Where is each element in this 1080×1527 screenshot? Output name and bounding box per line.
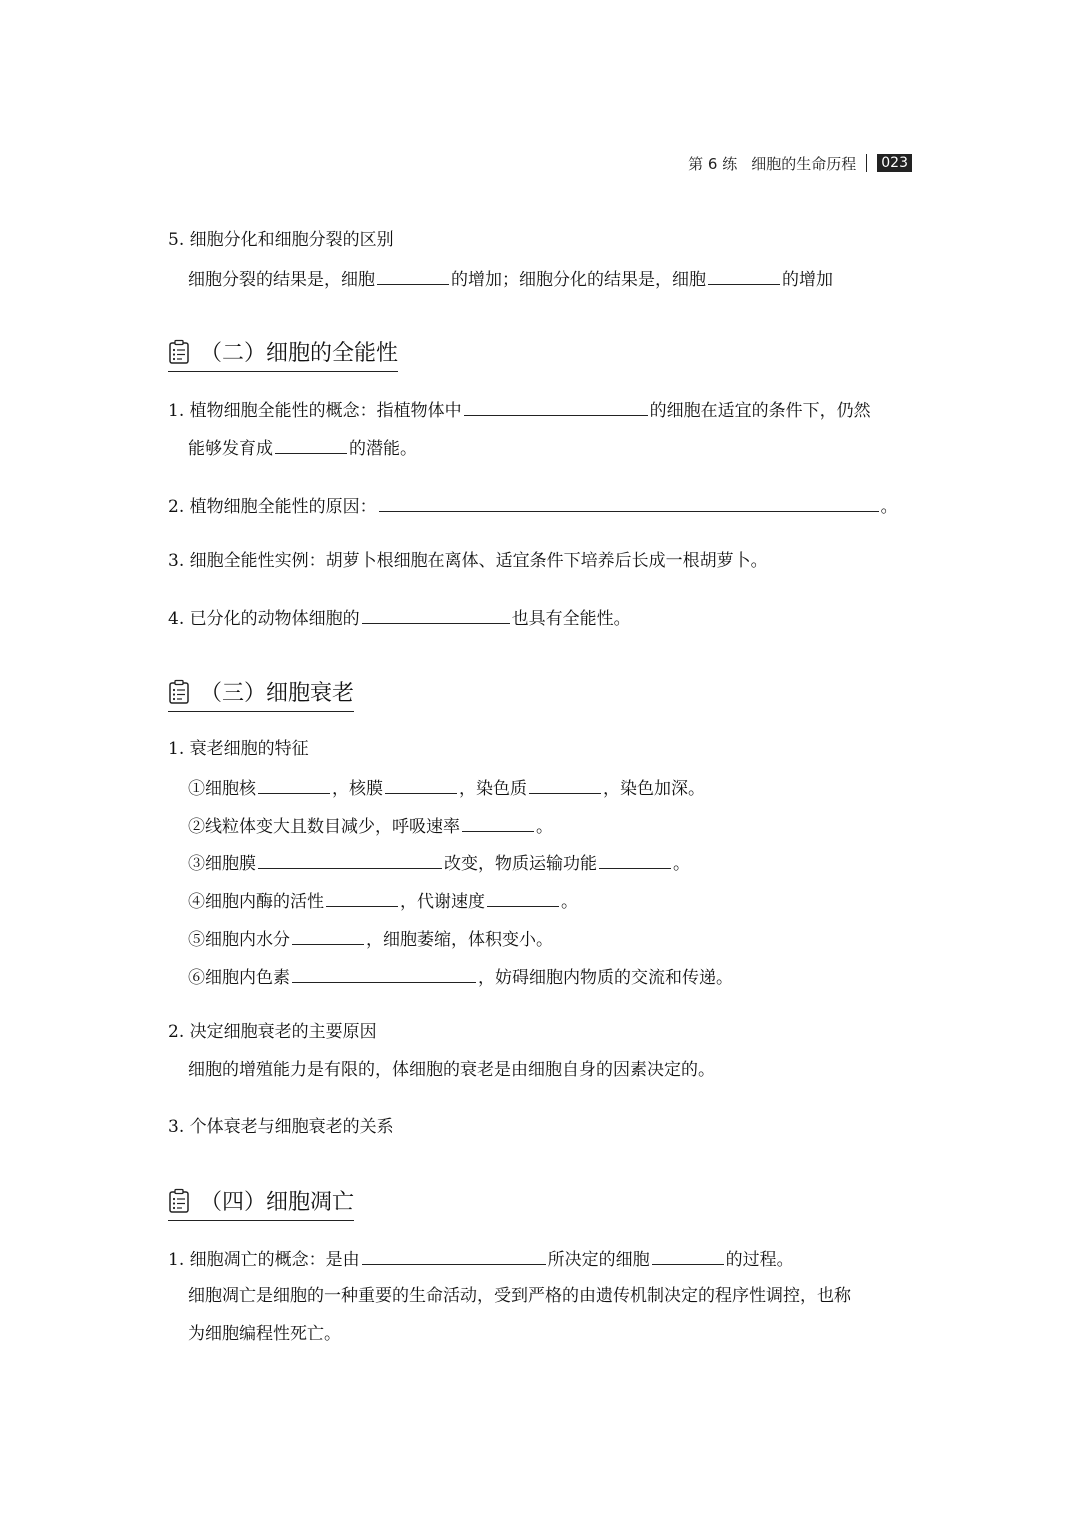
item-body: 1. 植物细胞全能性的概念：指植物体中 的细胞在适宜的条件下，仍然 xyxy=(168,397,871,423)
fill-blank[interactable] xyxy=(362,1246,546,1265)
fill-blank[interactable] xyxy=(462,813,534,832)
fill-blank[interactable] xyxy=(292,964,476,983)
item-body: 4. 已分化的动物体细胞的 也具有全能性。 xyxy=(168,605,631,631)
feature-line: ③细胞膜 改变，物质运输功能 。 xyxy=(188,850,690,876)
fill-blank[interactable] xyxy=(258,775,330,794)
item-title: 2. 决定细胞衰老的主要原因 xyxy=(168,1022,377,1042)
fill-blank[interactable] xyxy=(529,775,601,794)
section-heading-apoptosis: （四）细胞凋亡 xyxy=(168,1185,354,1221)
clipboard-icon xyxy=(168,1188,190,1214)
fill-blank[interactable] xyxy=(599,850,671,869)
fill-blank[interactable] xyxy=(464,397,648,416)
fill-blank[interactable] xyxy=(708,266,780,285)
fill-blank[interactable] xyxy=(377,266,449,285)
item-title: 1. 衰老细胞的特征 xyxy=(168,739,309,759)
item-body: 细胞分裂的结果是，细胞 的增加；细胞分化的结果是，细胞 的增加 xyxy=(188,266,833,292)
chapter-label: 第 6 练 xyxy=(688,154,738,173)
fill-blank[interactable] xyxy=(379,493,879,512)
fill-blank[interactable] xyxy=(362,605,510,624)
header-divider xyxy=(866,154,867,172)
item-body: 细胞的增殖能力是有限的，体细胞的衰老是由细胞自身的因素决定的。 xyxy=(188,1060,715,1080)
fill-blank[interactable] xyxy=(292,926,364,945)
item-body: 能够发育成 的潜能。 xyxy=(188,435,417,461)
fill-blank[interactable] xyxy=(385,775,457,794)
item-title: 5. 细胞分化和细胞分裂的区别 xyxy=(168,230,394,250)
page-number: 023 xyxy=(877,154,912,172)
fill-blank[interactable] xyxy=(326,888,398,907)
feature-line: ⑤细胞内水分 ，细胞萎缩，体积变小。 xyxy=(188,926,553,952)
fill-blank[interactable] xyxy=(652,1246,724,1265)
feature-line: ④细胞内酶的活性 ，代谢速度 。 xyxy=(188,888,578,914)
item-body: 3. 细胞全能性实例：胡萝卜根细胞在离体、适宜条件下培养后长成一根胡萝卜。 xyxy=(168,551,768,571)
feature-line: ①细胞核 ，核膜 ，染色质 ，染色加深。 xyxy=(188,775,705,801)
clipboard-icon xyxy=(168,679,190,705)
item-body: 2. 植物细胞全能性的原因： 。 xyxy=(168,493,898,519)
item-body: 细胞凋亡是细胞的一种重要的生命活动，受到严格的由遗传机制决定的程序性调控，也称 xyxy=(188,1286,851,1306)
page-header xyxy=(688,152,912,174)
feature-line: ⑥细胞内色素 ，妨碍细胞内物质的交流和传递。 xyxy=(188,964,733,990)
section-heading-totipotency: （二）细胞的全能性 xyxy=(168,336,398,372)
fill-blank[interactable] xyxy=(487,888,559,907)
section-heading-aging: （三）细胞衰老 xyxy=(168,676,354,712)
fill-blank[interactable] xyxy=(275,435,347,454)
feature-line: ②线粒体变大且数目减少，呼吸速率 。 xyxy=(188,813,553,839)
chapter-title: 细胞的生命历程 xyxy=(751,154,857,173)
clipboard-icon xyxy=(168,339,190,365)
item-title: 3. 个体衰老与细胞衰老的关系 xyxy=(168,1117,394,1137)
item-body: 1. 细胞凋亡的概念：是由 所决定的细胞 的过程。 xyxy=(168,1246,794,1272)
item-body: 为细胞编程性死亡。 xyxy=(188,1324,341,1344)
fill-blank[interactable] xyxy=(258,850,442,869)
